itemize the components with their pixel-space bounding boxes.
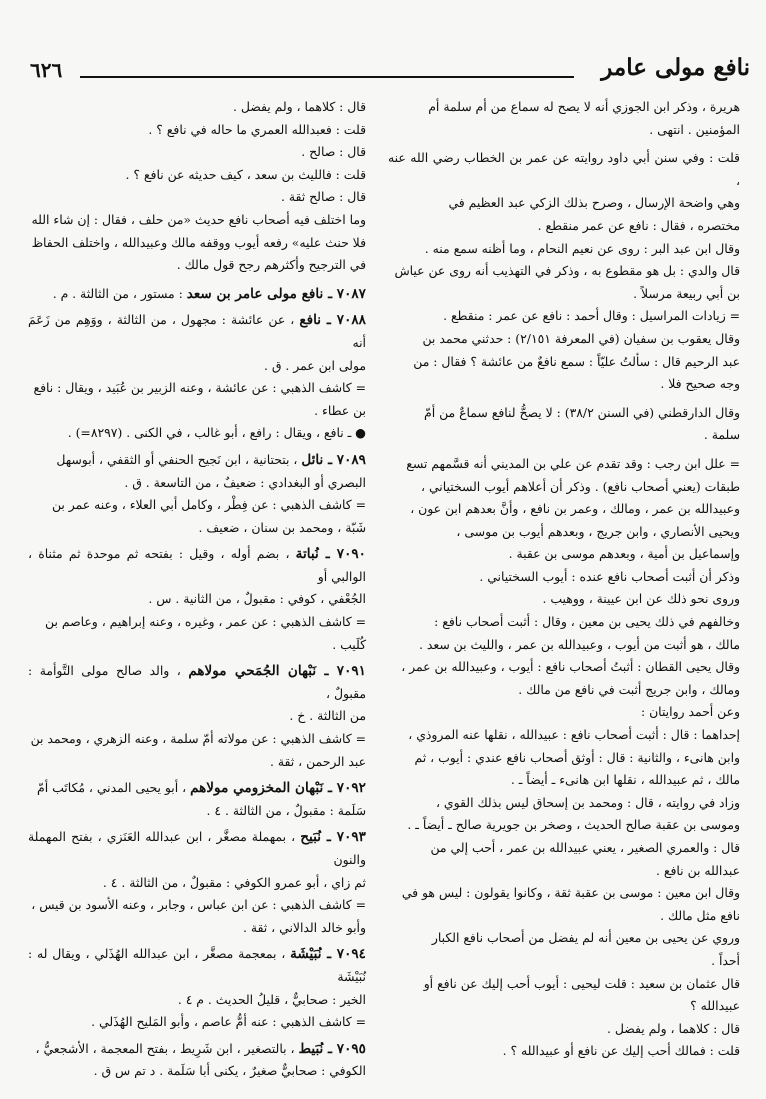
entry-line	[28, 943, 366, 988]
text-line: ويحيى الأنصاري ، وابن جريج ، وبعدهم أيوب بن موسى ،	[456, 523, 740, 539]
text-line: قلت : وفي سنن أبي داود روايته عن عمر بن الخطاب رضي الله عنه ،	[388, 150, 740, 188]
text-line: قلت : فعبدالله العمري ما حاله في نافع ؟ .	[148, 121, 366, 137]
entry-text: ، بتحتانية ، ابن نَجيح الحنفي أو الثقفي ، أبوسهل	[56, 451, 298, 467]
biography-entry	[28, 449, 366, 539]
text-line: وقال يحيى القطان : أثبتُ أصحاب نافع : أيوب ، وعبيدالله بن عمر ،	[401, 659, 740, 675]
entry-text: ، بمعجمة مصغَّر ، ابن عبدالله الهُذَلي ، ويقال له : نُبَيْشَة	[28, 946, 366, 984]
text-line: وذكر أن أثبت أصحاب نافع عنده : أيوب السختياني .	[479, 568, 740, 584]
entry-line: مولى ابن عمر . ق .	[263, 357, 366, 373]
entry-line: = كاشف الذهبي : عن عائشة ، وعنه الزبير بن عُبَيد ، ويقال : نافع	[33, 380, 366, 396]
running-title: نافع مولى عامر	[601, 54, 750, 81]
text-line: مالك ، هو أثبت من أيوب ، وعبيدالله بن عمر ، والليث بن سعد .	[418, 636, 740, 652]
text-line: في الترجيح وأكثرهم رجح قول مالك .	[176, 257, 366, 273]
entry-line	[28, 660, 366, 705]
entry-line: = كاشف الذهبي : عن عمر ، وغيره ، وعنه إبراهيم ، وعاصم بن	[45, 614, 366, 630]
text-line: وإسماعيل بن أمية ، وبعدهم موسى بن عقبة .	[508, 546, 740, 562]
entry-line: عبد الرحمن ، ثقة .	[270, 753, 366, 769]
biography-entry	[28, 309, 366, 445]
text-line: عبيدالله ؟	[690, 998, 740, 1014]
entry-line: = كاشف الذهبي : عن مولاته أمّ سلمة ، وعنه الزهري ، ومحمد بن	[30, 731, 366, 747]
entry-line: = كاشف الذهبي : عن فِطْر ، وكامل أبي العلاء ، وعنه عمر بن	[51, 497, 366, 513]
entry-text: : مستور ، من الثالثة . م .	[52, 285, 183, 301]
right-column	[388, 96, 740, 1063]
entry-heading: ٧٠٨٨ ـ نافع	[299, 312, 366, 329]
text-line: ومالك ، وابن جريج أثبت في نافع من مالك .	[518, 681, 740, 697]
biography-entry	[28, 543, 366, 656]
entry-heading: ٧٠٩٣ ـ نُبَيح	[300, 829, 366, 846]
entry-line	[28, 309, 366, 354]
text-line: = زيادات المراسيل : وقال أحمد : نافع عن عمر : منقطع .	[443, 308, 740, 324]
entry-line: من الثالثة . خ .	[289, 708, 366, 724]
entry-line: شَبّة ، ومحمد بن سنان ، ضعيف .	[198, 519, 366, 535]
text-line: إحداهما : قال : أثبت أصحاب نافع : عبيدالله ، نقلها عنه المروذي ،	[408, 727, 740, 743]
text-line: قال والدي : بل هو مقطوع به ، وذكر في التهذيب أنه روى عن عياش	[394, 263, 740, 279]
entry-line: البصري أو البغدادي : ضعيفٌ ، من التاسعة . ق .	[124, 474, 366, 490]
text-line: قال : كلاهما ، ولم يفضل .	[606, 1020, 740, 1036]
biography-entry	[28, 660, 366, 773]
entry-text: ، أبو يحيى المدني ، مُكاتَب أمّ	[37, 780, 187, 796]
entry-heading: ٧٠٩٤ ـ نُبَيْشَة	[290, 946, 366, 963]
entry-line: سَلَمة : مقبولٌ ، من الثالثة . ٤ .	[206, 802, 366, 818]
entry-line	[28, 449, 366, 472]
text-line: قلت : فالليث بن سعد ، كيف حديثه عن نافع ؟ .	[125, 166, 366, 182]
entry-line: = كاشف الذهبي : عن ابن عباس ، وجابر ، وعنه الأسود بن قيس ،	[31, 897, 366, 913]
text-line: مالك ، ثم عبيدالله ، نقلها ابن هانىء ـ أيضاً ـ .	[510, 772, 740, 788]
text-line: فلا حنث عليه» رفعه أيوب ووقفه مالك وعبيدالله ، واختلف الحفاظ	[31, 234, 366, 250]
biography-entry	[28, 943, 366, 1033]
page-number: ٦٢٦	[30, 58, 63, 82]
entry-line: الكوفي : صحابيٌّ صغيرٌ ، يكنى أبا سَلَمة . د تم س ق .	[93, 1063, 366, 1079]
text-line: بن أبي ربيعة مرسلاً .	[633, 285, 740, 301]
text-line: أحداً .	[711, 952, 740, 968]
text-line: وزاد في روايته ، قال : ومحمد بن إسحاق ليس بذلك القوي ،	[435, 794, 740, 810]
text-line: وما اختلف فيه أصحاب نافع حديث «من حلف ، فقال : إن شاء الله	[31, 211, 366, 227]
text-line: قال : صالح .	[301, 144, 366, 160]
left-column	[28, 96, 366, 1083]
biography-entry	[28, 1038, 366, 1083]
entry-heading: ٧٠٩٠ ـ نُباتة	[295, 546, 366, 563]
text-line: وقال ابن معين : موسى بن عقبة ثقة ، وكانوا يقولون : ليس هو في	[401, 885, 740, 901]
entry-line: كُلَيب .	[332, 636, 366, 652]
text-line: قلت : فمالك أحب إليك عن نافع أو عبيدالله ؟ .	[502, 1043, 740, 1059]
entry-line: ثم زاي ، أبو عمرو الكوفي : مقبولٌ ، من الثالثة . ٤ .	[102, 874, 366, 890]
entry-line	[28, 777, 366, 800]
biography-entry	[28, 777, 366, 822]
text-line: نافع مثل مالك .	[660, 907, 740, 923]
entry-text: ، بالتصغير ، ابن شَرِيط ، بفتح المعجمة ، الأشجعيُّ ،	[35, 1040, 295, 1056]
entry-text: ، والد صالح مولى التَّوأمة : مقبولٌ ،	[28, 663, 366, 701]
text-line: طبقات (يعني أصحاب نافع) . وذكر أن أعلاهم أيوب السختياني ،	[421, 478, 740, 494]
entry-line	[28, 1038, 366, 1061]
biography-entry	[28, 826, 366, 939]
entry-line: بن عطاء .	[314, 402, 366, 418]
text-line: وروى نحو ذلك عن ابن عيينة ، ووهيب .	[542, 591, 740, 607]
text-line: المؤمنين . انتهى .	[649, 121, 740, 137]
text-line: عبدالله بن نافع .	[656, 862, 740, 878]
text-line: وروي عن يحيى بن معين أنه لم يفضل من أصحاب نافع الكبار	[431, 930, 740, 946]
entry-heading: ٧٠٩٥ ـ نُبَيط	[298, 1040, 366, 1057]
text-line: وعبيدالله بن عمر ، ومالك ، وعمر بن نافع ، وأنَّ بعدهم ابن عون ،	[410, 501, 740, 517]
entry-text: ، عن عائشة : مجهول ، من الثالثة ، ووَهِم من زَعَمَ أنه	[28, 312, 366, 350]
entry-heading: ٧٠٨٩ ـ نائل	[301, 451, 366, 468]
text-line: عبد الرحيم قال : سألتُ عليّاً : سمع نافعٌ من عائشة ؟ فقال : من	[413, 353, 740, 369]
text-line: وقال يعقوب بن سفيان (في المعرفة ٢/١٥١) : حدثني محمد بن	[422, 330, 740, 346]
entry-heading: ٧٠٨٧ ـ نافع مولى عامر بن سعد	[186, 285, 366, 302]
text-line: وجه صحيح فلا .	[660, 376, 740, 392]
header-rule	[80, 76, 574, 78]
text-line: هريرة ، وذكر ابن الجوزي أنه لا يصح له سماع من أم سلمة أم	[428, 99, 740, 114]
page-header	[22, 52, 750, 86]
text-line: سلمة .	[703, 427, 740, 443]
text-line: مختصره ، فقال : نافع عن عمر منقطع .	[537, 217, 740, 233]
entry-heading: ٧٠٩١ ـ نَبْهان الجُمَحي مولاهم	[188, 663, 366, 680]
text-line: قال : كلاهما ، ولم يفضل .	[232, 99, 366, 114]
entry-text: ، بمهملة مصغَّر ، ابن عبدالله العَنَزي ، بفتح المهملة والنون	[28, 829, 366, 867]
entry-line	[28, 826, 366, 871]
biography-entry	[28, 283, 366, 306]
text-line: وهي واضحة الإرسال ، وصرح بذلك الزكي عبد العظيم في	[448, 195, 740, 211]
text-line: وابن هانىء ، والثانية : قال : أوثق أصحاب نافع عندي : أيوب ، ثم	[414, 749, 740, 765]
text-line: قال : والعمري الصغير ، يعني عبيدالله بن عمر ، أحب إلي من	[430, 840, 740, 855]
entry-line: الخير : صحابيٌّ ، قليلُ الحديث . م ٤ .	[177, 991, 366, 1007]
entry-line	[28, 283, 366, 306]
text-line: وعن أحمد روايتان :	[640, 704, 740, 720]
text-line: وموسى بن عقبة صالح الحديث ، وصخر بن جويرية صالح ـ أيضاً ـ .	[407, 817, 740, 833]
entry-heading: ٧٠٩٢ ـ نَبْهان المخزومي مولاهم	[190, 780, 366, 797]
text-line: قال : صالح ثقة .	[281, 189, 366, 205]
entry-line	[28, 543, 366, 588]
entry-text: ، بضم أوله ، وقيل : بفتحه ثم موحدة ثم مثناة ، الوالبي أو	[28, 546, 366, 584]
text-line: قال عثمان بن سعيد : قلت ليحيى : أيوب أحب إليك عن نافع أو	[423, 975, 740, 991]
entry-line: ● ـ نافع ، ويقال : رافع ، أبو غالب ، في الكنى . (٨٢٩٧=) .	[67, 425, 366, 441]
entry-line: الجُعْفي ، كوفي : مقبولٌ ، من الثانية . س .	[148, 591, 366, 607]
entry-line: = كاشف الذهبي : عنه أمُّ عاصم ، وأبو المَليح الهُذَلي .	[91, 1014, 366, 1030]
text-line: وقال ابن عبد البر : روى عن نعيم النحام ، وما أظنه سمع منه .	[424, 240, 740, 256]
text-line: وقال الدارقطني (في السنن ٣٨/٢) : لا يصحُّ لنافع سماعٌ من أمّ	[424, 404, 740, 420]
text-line: = علل ابن رجب : وقد تقدم عن علي بن المديني أنه قسَّمهم تسع	[406, 455, 740, 471]
entry-line: وأبو خالد الدالاني ، ثقة .	[243, 919, 366, 935]
text-line: وخالفهم في ذلك يحيى بن معين ، وقال : أثبت أصحاب نافع :	[434, 614, 740, 630]
